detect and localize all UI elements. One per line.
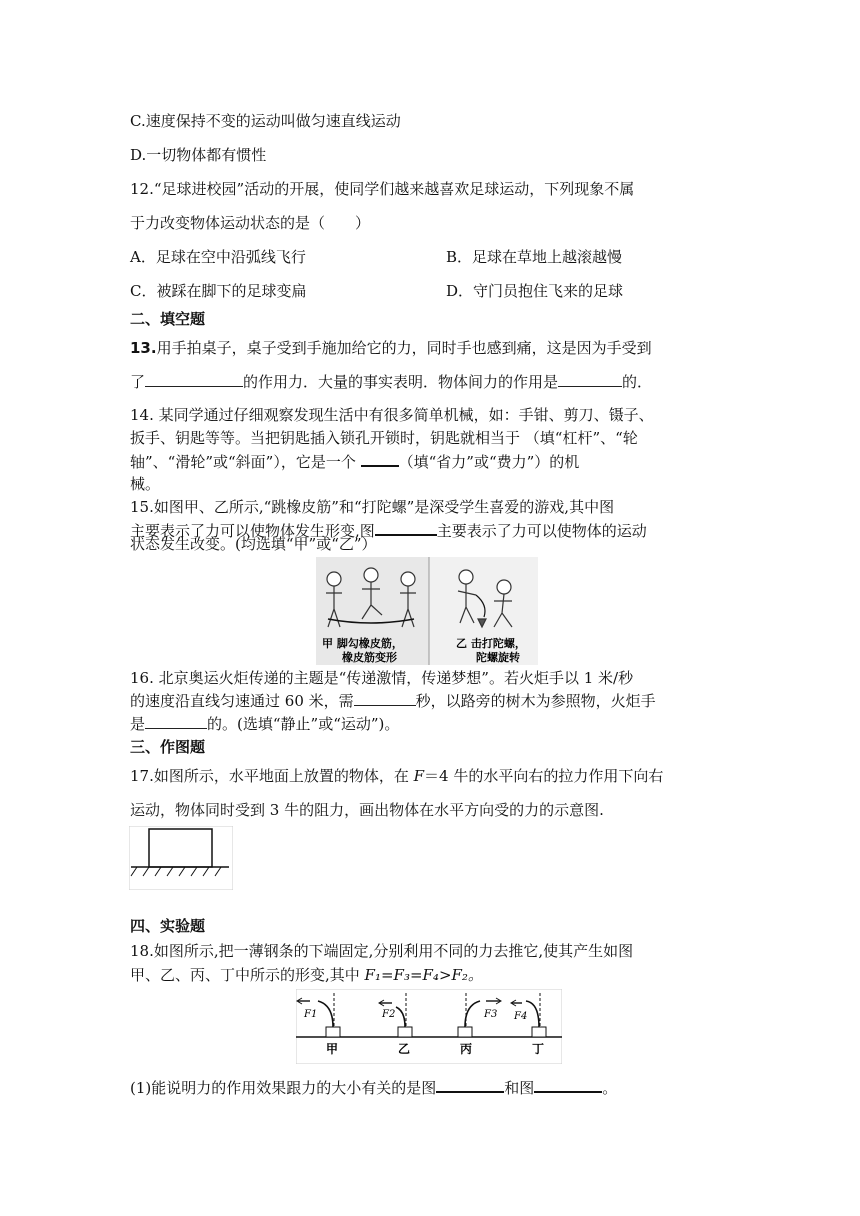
q15-line3: 状态发生改变。(均选填“甲”或“乙”） — [130, 535, 377, 553]
q16-text-d: 的。(选填“静止”或“运动”)。 — [207, 715, 400, 733]
q14-line3 — [130, 451, 579, 472]
q13-text-c: 的． — [622, 373, 653, 391]
q18-sub1-text-c: 。 — [602, 1079, 618, 1097]
q18-force-label-4: F4 — [514, 1011, 528, 1022]
q12-option-d: D．守门员抱住飞来的足球 — [446, 282, 624, 300]
q12-option-b: B．足球在草地上越滚越慢 — [446, 248, 623, 266]
q18-label-bing: 丙 — [460, 1042, 473, 1056]
q15-caption-right-1: 乙 击打陀螺， — [456, 637, 526, 650]
q13-line2 — [130, 372, 652, 392]
q18-blank-2[interactable] — [534, 1077, 602, 1093]
section-drawing-heading: 三、作图题 — [130, 738, 206, 756]
section-fill-blank-heading: 二、填空题 — [130, 310, 206, 328]
q14-line1: 14. 某同学通过仔细观察发现生活中有很多简单机械，如：手钳、剪刀、镊子、 — [130, 406, 654, 424]
q15-illustration — [316, 557, 538, 665]
q17-force-symbol: F — [413, 767, 425, 785]
q15-caption-right-2: 陀螺旋转 — [476, 651, 520, 664]
q18-sub1-text-a: (1)能说明力的作用效果跟力的大小有关的是图 — [130, 1079, 437, 1097]
q13-text-a: 了 — [130, 373, 146, 391]
q13-text-b: 的作用力．大量的事实表明．物体间力的作用是 — [243, 373, 559, 391]
q16-blank-2[interactable] — [145, 714, 207, 729]
q17-line2: 运动，物体同时受到 3 牛的阻力，画出物体在水平方向受的力的示意图. — [130, 801, 604, 819]
q16-line1: 16. 北京奥运火炬传递的主题是“传递激情，传递梦想”。若火炬手以 1 米/秒 — [130, 669, 634, 687]
q15-caption-left-2: 橡皮筋变形 — [342, 651, 397, 664]
q17-figure — [129, 826, 233, 890]
q14-line2: 扳手、钥匙等等。当把钥匙插入锁孔开锁时，钥匙就相当于 （填“杠杆”、“轮 — [130, 429, 638, 447]
q13-line1 — [130, 338, 652, 358]
q15-caption-left-1: 甲 脚勾橡皮筋， — [322, 637, 403, 650]
q18-blank-1[interactable] — [436, 1077, 504, 1093]
q15-blank[interactable] — [375, 520, 437, 536]
q13-number: 13. — [130, 339, 157, 357]
q12-option-c: C．被踩在脚下的足球变扁 — [130, 282, 307, 300]
q13-line1-text: 用手拍桌子，桌子受到手施加给它的力，同时手也感到痛，这是因为手受到 — [156, 339, 652, 357]
q16-text-c: 是 — [130, 715, 146, 733]
q18-force-label-2: F2 — [382, 1009, 396, 1020]
q18-sub1 — [130, 1077, 617, 1098]
q16-text-b: 秒，以路旁的树木为参照物，火炬手 — [415, 692, 656, 710]
q16-blank-1[interactable] — [354, 691, 416, 706]
q18-figure — [296, 989, 562, 1064]
q14-line4: 械。 — [130, 475, 161, 493]
q18-steel-strips — [296, 989, 562, 1064]
q12-option-a: A．足球在空中沿弧线飞行 — [130, 248, 306, 266]
q18-text-a: 甲、乙、丙、丁中所示的形变,其中 — [130, 966, 365, 984]
q16-line3 — [130, 714, 399, 734]
q13-blank-1[interactable] — [145, 372, 243, 387]
q18-force-relation: F₁=F₃=F₄>F₂。 — [364, 966, 483, 984]
q15-text-b: 主要表示了力可以使物体的运动 — [436, 522, 647, 540]
q16-text-a: 的速度沿直线匀速通过 60 米，需 — [130, 692, 354, 710]
q18-sub1-text-b: 和图 — [504, 1079, 535, 1097]
q14-blank[interactable] — [361, 451, 399, 467]
section-experiment-heading: 四、实验题 — [130, 917, 206, 935]
q18-label-yi: 乙 — [398, 1042, 411, 1056]
q18-label-jia: 甲 — [326, 1042, 339, 1056]
q12-stem-line2: 于力改变物体运动状态的是（ ） — [130, 214, 371, 232]
q11-option-d: D.一切物体都有惯性 — [130, 146, 267, 164]
q14-text-a: 轴”、“滑轮”或“斜面”），它是一个 — [130, 453, 361, 471]
q14-text-b: （填“省力”或“费力”）的机 — [398, 453, 580, 471]
q13-blank-2[interactable] — [558, 372, 622, 387]
q17-block — [149, 829, 212, 867]
q15-text-a: 主要表示了力可以使物体发生形变,图 — [130, 522, 375, 540]
q11-option-c: C.速度保持不变的运动叫做匀速直线运动 — [130, 112, 401, 130]
q17-line1 — [130, 766, 663, 786]
q18-force-label-3: F3 — [484, 1009, 498, 1020]
q18-force-label-1: F1 — [304, 1009, 318, 1020]
q12-stem-line1: 12.“足球进校园”活动的开展，使同学们越来越喜欢足球运动，下列现象不属 — [130, 180, 635, 198]
q15-figure — [316, 557, 538, 665]
q18-line2 — [130, 965, 483, 985]
q18-label-ding: 丁 — [532, 1042, 545, 1056]
q17-text-a: 17.如图所示，水平地面上放置的物体，在 — [130, 767, 414, 785]
q16-line2 — [130, 691, 656, 711]
q17-text-b: ＝4 牛的水平向右的拉力作用下向右 — [424, 767, 664, 785]
q17-block-on-ground — [129, 826, 233, 890]
q15-line1: 15.如图甲、乙所示,“跳橡皮筋”和“打陀螺”是深受学生喜爱的游戏,其中图 — [130, 498, 615, 516]
q18-line1: 18.如图所示,把一薄钢条的下端固定,分别利用不同的力去推它,使其产生如图 — [130, 942, 634, 960]
